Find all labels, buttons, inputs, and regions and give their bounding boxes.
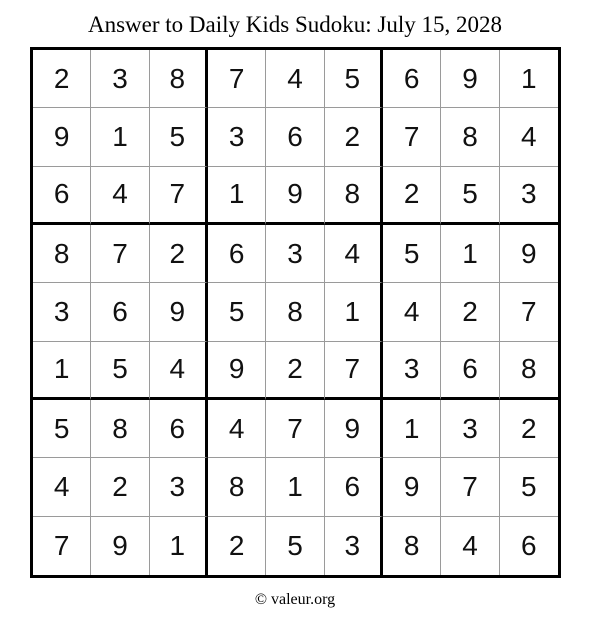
sudoku-cell-r5-c3: 9 — [150, 283, 208, 341]
sudoku-cell-r8-c6: 6 — [325, 458, 383, 516]
sudoku-cell-r9-c7: 8 — [383, 517, 441, 575]
sudoku-cell-r1-c2: 3 — [91, 50, 149, 108]
sudoku-cell-r8-c4: 8 — [208, 458, 266, 516]
sudoku-cell-r7-c5: 7 — [266, 400, 324, 458]
sudoku-cell-r1-c5: 4 — [266, 50, 324, 108]
sudoku-cell-r4-c2: 7 — [91, 225, 149, 283]
sudoku-cell-r2-c9: 4 — [500, 108, 558, 166]
sudoku-cell-r4-c8: 1 — [441, 225, 499, 283]
sudoku-cell-r8-c2: 2 — [91, 458, 149, 516]
sudoku-cell-r3-c8: 5 — [441, 167, 499, 225]
sudoku-cell-r2-c4: 3 — [208, 108, 266, 166]
sudoku-cell-r5-c6: 1 — [325, 283, 383, 341]
sudoku-cell-r3-c7: 2 — [383, 167, 441, 225]
sudoku-cell-r4-c9: 9 — [500, 225, 558, 283]
sudoku-cell-r2-c6: 2 — [325, 108, 383, 166]
sudoku-cell-r8-c7: 9 — [383, 458, 441, 516]
sudoku-cell-r2-c2: 1 — [91, 108, 149, 166]
sudoku-cell-r3-c1: 6 — [33, 167, 91, 225]
sudoku-board — [30, 47, 561, 578]
sudoku-cell-r6-c9: 8 — [500, 342, 558, 400]
sudoku-cell-r7-c9: 2 — [500, 400, 558, 458]
sudoku-cell-r1-c4: 7 — [208, 50, 266, 108]
sudoku-cell-r2-c8: 8 — [441, 108, 499, 166]
sudoku-cell-r7-c7: 1 — [383, 400, 441, 458]
sudoku-cell-r6-c7: 3 — [383, 342, 441, 400]
sudoku-cell-r9-c2: 9 — [91, 517, 149, 575]
sudoku-cell-r4-c4: 6 — [208, 225, 266, 283]
sudoku-cell-r7-c1: 5 — [33, 400, 91, 458]
sudoku-cell-r8-c9: 5 — [500, 458, 558, 516]
sudoku-cell-r1-c3: 8 — [150, 50, 208, 108]
sudoku-cell-r1-c7: 6 — [383, 50, 441, 108]
sudoku-cell-r3-c6: 8 — [325, 167, 383, 225]
sudoku-cell-r4-c7: 5 — [383, 225, 441, 283]
sudoku-cell-r9-c5: 5 — [266, 517, 324, 575]
sudoku-cell-r7-c3: 6 — [150, 400, 208, 458]
sudoku-cell-r6-c1: 1 — [33, 342, 91, 400]
sudoku-cell-r4-c5: 3 — [266, 225, 324, 283]
sudoku-cell-r6-c4: 9 — [208, 342, 266, 400]
sudoku-cell-r7-c6: 9 — [325, 400, 383, 458]
sudoku-cell-r3-c2: 4 — [91, 167, 149, 225]
sudoku-cell-r9-c3: 1 — [150, 517, 208, 575]
sudoku-cell-r6-c2: 5 — [91, 342, 149, 400]
sudoku-cell-r3-c9: 3 — [500, 167, 558, 225]
sudoku-cell-r9-c8: 4 — [441, 517, 499, 575]
sudoku-cell-r1-c9: 1 — [500, 50, 558, 108]
sudoku-cell-r3-c4: 1 — [208, 167, 266, 225]
page-title: Answer to Daily Kids Sudoku: July 15, 2028 — [88, 12, 502, 37]
sudoku-cell-r8-c3: 3 — [150, 458, 208, 516]
sudoku-cell-r1-c8: 9 — [441, 50, 499, 108]
sudoku-cell-r8-c5: 1 — [266, 458, 324, 516]
sudoku-cell-r8-c1: 4 — [33, 458, 91, 516]
sudoku-cell-r9-c6: 3 — [325, 517, 383, 575]
sudoku-cell-r5-c5: 8 — [266, 283, 324, 341]
sudoku-cell-r2-c7: 7 — [383, 108, 441, 166]
sudoku-cell-r6-c5: 2 — [266, 342, 324, 400]
sudoku-cell-r3-c3: 7 — [150, 167, 208, 225]
sudoku-cell-r2-c3: 5 — [150, 108, 208, 166]
sudoku-cell-r5-c7: 4 — [383, 283, 441, 341]
copyright-footer: © valeur.org — [254, 591, 336, 608]
sudoku-cell-r6-c8: 6 — [441, 342, 499, 400]
sudoku-cell-r1-c1: 2 — [33, 50, 91, 108]
sudoku-cell-r5-c4: 5 — [208, 283, 266, 341]
sudoku-cell-r4-c6: 4 — [325, 225, 383, 283]
sudoku-cell-r7-c2: 8 — [91, 400, 149, 458]
sudoku-cell-r5-c8: 2 — [441, 283, 499, 341]
sudoku-cell-r5-c1: 3 — [33, 283, 91, 341]
sudoku-cell-r1-c6: 5 — [325, 50, 383, 108]
sudoku-cell-r9-c1: 7 — [33, 517, 91, 575]
sudoku-cell-r5-c2: 6 — [91, 283, 149, 341]
sudoku-cell-r9-c4: 2 — [208, 517, 266, 575]
sudoku-cell-r3-c5: 9 — [266, 167, 324, 225]
sudoku-cell-r4-c3: 2 — [150, 225, 208, 283]
sudoku-cell-r6-c3: 4 — [150, 342, 208, 400]
sudoku-cell-r9-c9: 6 — [521, 529, 537, 561]
sudoku-cell-r4-c1: 8 — [33, 225, 91, 283]
sudoku-cell-r2-c5: 6 — [266, 108, 324, 166]
sudoku-cell-r6-c6: 7 — [325, 342, 383, 400]
sudoku-cell-r5-c9: 7 — [500, 283, 558, 341]
sudoku-cell-r8-c8: 7 — [441, 458, 499, 516]
sudoku-cell-r2-c1: 9 — [33, 108, 91, 166]
sudoku-cell-r7-c8: 3 — [441, 400, 499, 458]
sudoku-cell-r7-c4: 4 — [208, 400, 266, 458]
